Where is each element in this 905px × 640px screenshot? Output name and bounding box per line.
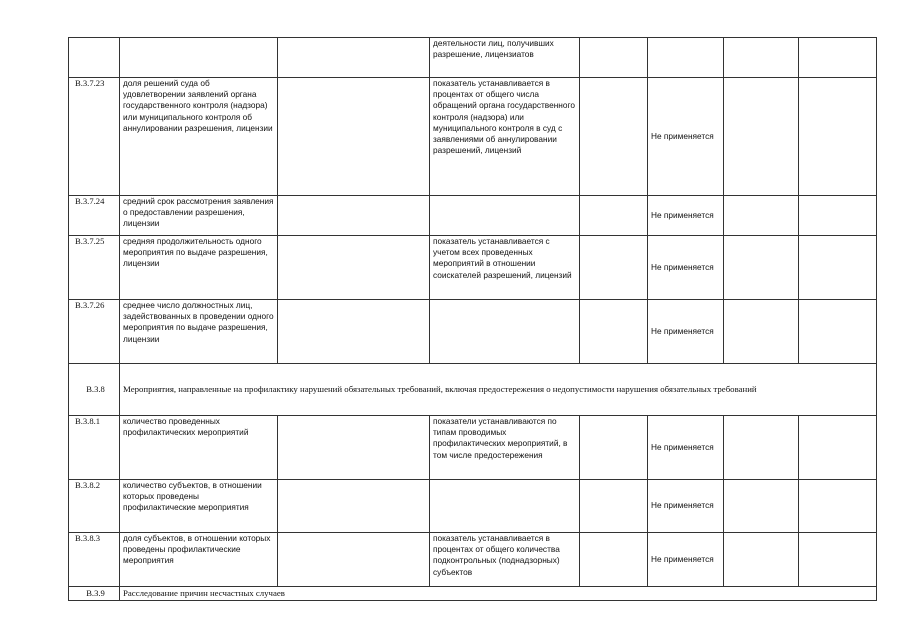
- empty-cell: [799, 480, 877, 533]
- section-row: [69, 364, 877, 416]
- table-body: [69, 38, 877, 601]
- indicator-code: В.3.8.2: [69, 480, 120, 533]
- section-row: [69, 587, 877, 601]
- empty-cell: [278, 38, 430, 78]
- indicator-code: [69, 38, 120, 78]
- empty-cell: [278, 533, 430, 587]
- indicator-name: средний срок рассмотрения заявления о предоставлении разрешения, лицензии: [120, 196, 278, 236]
- indicator-note: показатель устанавливается с учетом всех проведенных мероприятий в отношении соискателей разрешений, лицензий: [430, 236, 580, 300]
- indicator-code: В.3.7.24: [69, 196, 120, 236]
- indicator-name: количество проведенных профилактических мероприятий: [120, 416, 278, 480]
- table-row: [69, 78, 877, 196]
- empty-cell: [580, 533, 648, 587]
- table-row: [69, 300, 877, 364]
- empty-cell: [580, 236, 648, 300]
- empty-cell: [580, 78, 648, 196]
- table-row: [69, 416, 877, 480]
- empty-cell: [278, 416, 430, 480]
- empty-cell: [580, 300, 648, 364]
- indicator-name: средняя продолжительность одного мероприятия по выдаче разрешения, лицензии: [120, 236, 278, 300]
- section-title: Мероприятия, направленные на профилактику нарушений обязательных требований, включая предостережения о недопустимости нарушения обязательных требований: [120, 364, 877, 416]
- empty-cell: [799, 416, 877, 480]
- empty-cell: [278, 300, 430, 364]
- status-cell: Не применяется: [648, 236, 724, 300]
- indicator-note: [430, 480, 580, 533]
- status-cell: Не применяется: [648, 78, 724, 196]
- empty-cell: [799, 78, 877, 196]
- empty-cell: [724, 196, 799, 236]
- indicator-code: В.3.7.26: [69, 300, 120, 364]
- table-row: [69, 236, 877, 300]
- empty-cell: [799, 300, 877, 364]
- indicator-note: показатель устанавливается в процентах от общего числа обращений органа государственного контроля (надзора) или муниципального контроля в суд с заявлениями об аннулировании разрешений, лицензий: [430, 78, 580, 196]
- empty-cell: [724, 480, 799, 533]
- indicator-code: В.3.8.3: [69, 533, 120, 587]
- empty-cell: [580, 38, 648, 78]
- table-row: [69, 533, 877, 587]
- indicator-code: В.3.7.25: [69, 236, 120, 300]
- indicator-note: [430, 196, 580, 236]
- table-row: [69, 196, 877, 236]
- table-row: [69, 480, 877, 533]
- empty-cell: [724, 38, 799, 78]
- empty-cell: [278, 236, 430, 300]
- empty-cell: [724, 78, 799, 196]
- status-cell: [648, 38, 724, 78]
- empty-cell: [580, 416, 648, 480]
- indicator-name: количество субъектов, в отношении которых проведены профилактические мероприятия: [120, 480, 278, 533]
- indicator-note: [430, 300, 580, 364]
- empty-cell: [724, 533, 799, 587]
- indicators-table: [68, 37, 877, 601]
- empty-cell: [724, 416, 799, 480]
- status-cell: Не применяется: [648, 480, 724, 533]
- empty-cell: [278, 480, 430, 533]
- table-row: [69, 38, 877, 78]
- empty-cell: [799, 533, 877, 587]
- empty-cell: [724, 300, 799, 364]
- indicator-note: показатели устанавливаются по типам проводимых профилактических мероприятий, в том числе предостережения: [430, 416, 580, 480]
- status-cell: Не применяется: [648, 416, 724, 480]
- empty-cell: [580, 196, 648, 236]
- indicator-name: среднее число должностных лиц, задействованных в проведении одного мероприятия по выдаче разрешения, лицензии: [120, 300, 278, 364]
- section-code: В.3.9: [69, 587, 120, 601]
- empty-cell: [799, 196, 877, 236]
- section-title: Расследование причин несчастных случаев: [120, 587, 877, 601]
- indicator-code: В.3.8.1: [69, 416, 120, 480]
- empty-cell: [278, 196, 430, 236]
- indicator-name: доля решений суда об удовлетворении заявлений органа государственного контроля (надзора) или муниципального контроля об аннулировании разрешения, лицензии: [120, 78, 278, 196]
- empty-cell: [799, 236, 877, 300]
- empty-cell: [580, 480, 648, 533]
- empty-cell: [724, 236, 799, 300]
- indicator-name: [120, 38, 278, 78]
- section-code: В.3.8: [69, 364, 120, 416]
- status-cell: Не применяется: [648, 300, 724, 364]
- indicator-note: деятельности лиц, получивших разрешение, лицензиатов: [430, 38, 580, 78]
- status-cell: Не применяется: [648, 196, 724, 236]
- indicator-note: показатель устанавливается в процентах от общего количества подконтрольных (поднадзорных) субъектов: [430, 533, 580, 587]
- status-cell: Не применяется: [648, 533, 724, 587]
- empty-cell: [799, 38, 877, 78]
- indicator-code: В.3.7.23: [69, 78, 120, 196]
- empty-cell: [278, 78, 430, 196]
- indicator-name: доля субъектов, в отношении которых проведены профилактические мероприятия: [120, 533, 278, 587]
